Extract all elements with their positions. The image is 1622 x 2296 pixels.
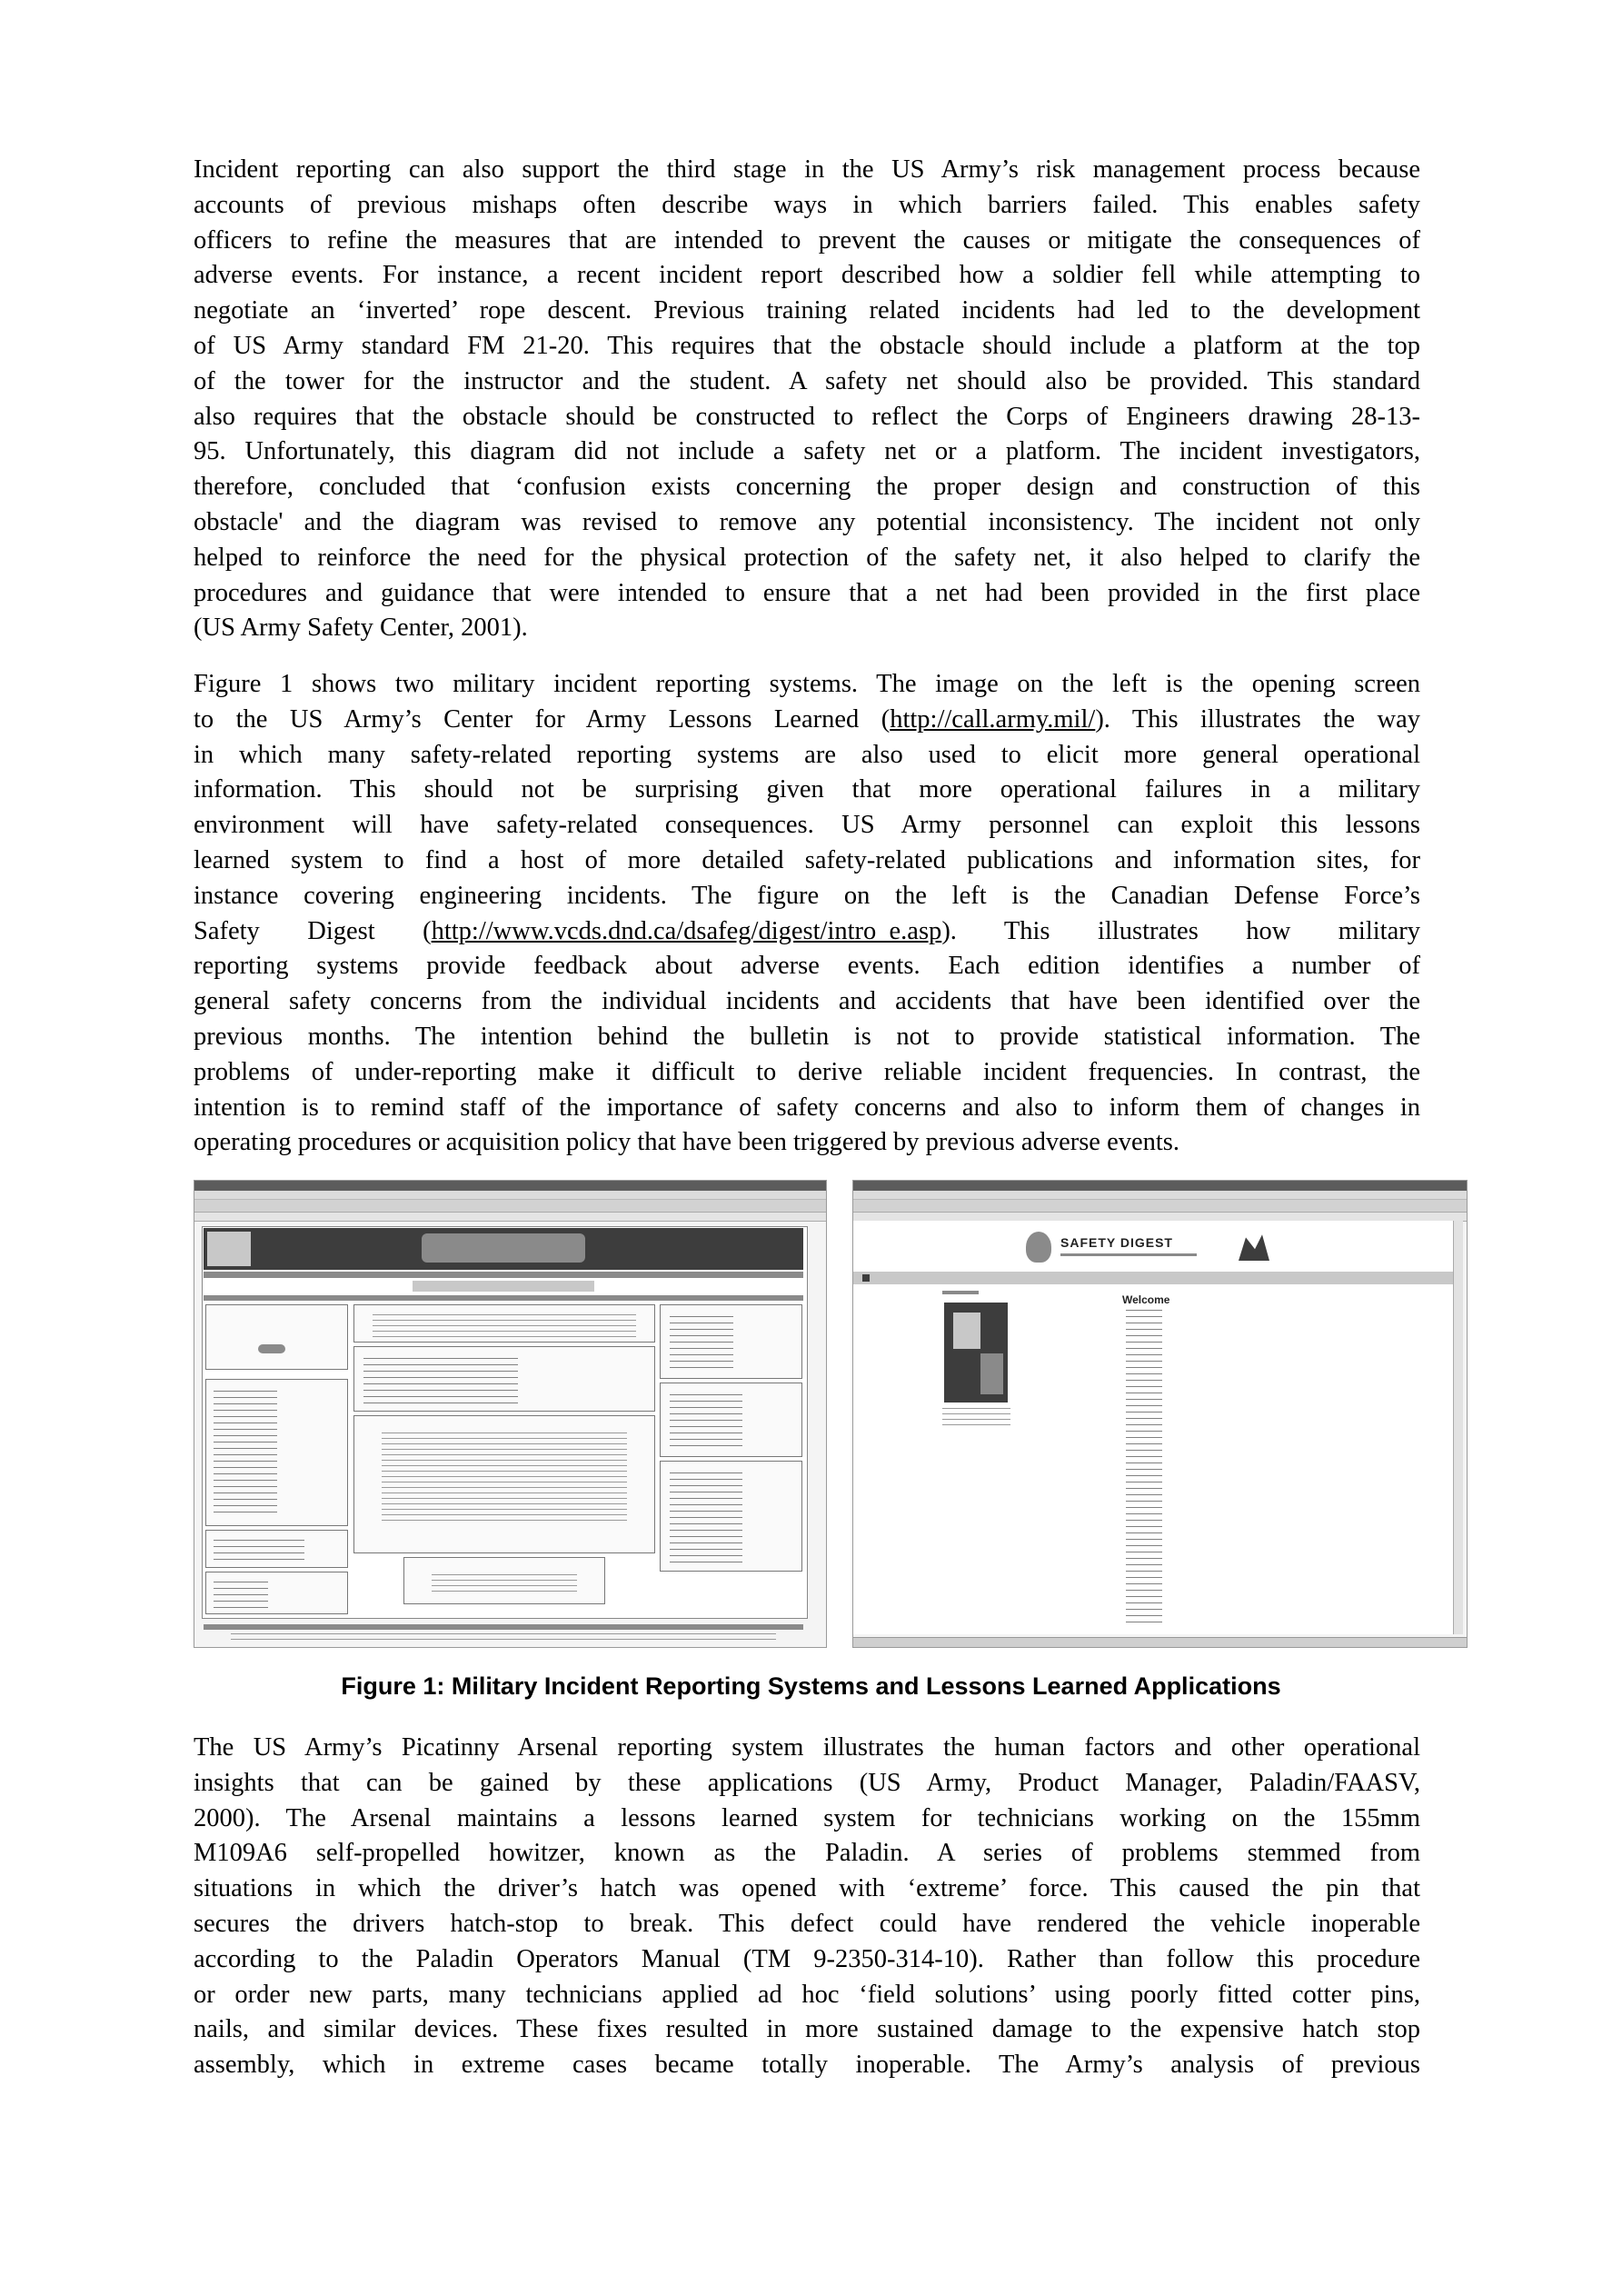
scrollbar bbox=[1453, 1221, 1463, 1634]
text-line: of US Army standard FM 21-20. This requires that the obstacle should include a platform at the top bbox=[194, 331, 1420, 360]
cover-image-detail bbox=[980, 1353, 1003, 1394]
text-line: M109A6 self-propelled howitzer, known as the Paladin. A series of problems stemmed from bbox=[194, 1839, 1420, 1868]
center-news-box bbox=[353, 1346, 655, 1412]
welcome-heading: Welcome bbox=[1122, 1293, 1170, 1306]
text-line bbox=[194, 703, 1420, 738]
browser-toolbar bbox=[853, 1200, 1467, 1213]
search-button bbox=[258, 1344, 285, 1353]
call-website-screenshot bbox=[194, 1180, 827, 1648]
text-line: reporting systems provide feedback about adverse events. Each edition identifies a number of bbox=[194, 952, 1420, 981]
left-panel-3 bbox=[205, 1572, 348, 1614]
text-fragment: to the US Army’s Center for Army Lessons Learned ( bbox=[194, 704, 891, 734]
text-line: environment will have safety-related consequences. US Army personnel can exploit this lessons bbox=[194, 811, 1420, 840]
text-line bbox=[194, 914, 1420, 950]
text-line: in which many safety-related reporting systems are also used to elicit more general operational bbox=[194, 740, 1420, 769]
right-panel-2 bbox=[660, 1383, 802, 1457]
text-line: helped to reinforce the need for the physical protection of the safety net, it also helped to clarify the bbox=[194, 543, 1420, 572]
text-line: according to the Paladin Operators Manual (TM 9-2350-314-10). Rather than follow this procedure bbox=[194, 1944, 1420, 1973]
text-line: officers to refine the measures that are intended to prevent the causes or mitigate the consequences of bbox=[194, 225, 1420, 255]
text-fragment: ). This illustrates the way bbox=[1095, 704, 1420, 734]
text-line: Incident reporting can also support the third stage in the US Army’s risk management process because bbox=[194, 155, 1420, 184]
text-line: obstacle' and the diagram was revised to remove any potential inconsistency. The incident not only bbox=[194, 507, 1420, 536]
text-line: therefore, concluded that ‘confusion exists concerning the proper design and construction of this bbox=[194, 473, 1420, 502]
text-line: of the tower for the instructor and the student. A safety net should also be provided. This standard bbox=[194, 366, 1420, 395]
center-bottom-box bbox=[403, 1557, 605, 1604]
cover-caption bbox=[942, 1408, 1010, 1426]
text-line: insights that can be gained by these applications (US Army, Product Manager, Paladin/FAASV, bbox=[194, 1768, 1420, 1797]
nav-strip bbox=[853, 1272, 1453, 1284]
text-line: nails, and similar devices. These fixes resulted in more sustained damage to the expensive hatch stop bbox=[194, 2015, 1420, 2044]
text-fragment: ). This illustrates how military bbox=[941, 916, 1420, 945]
call-army-link[interactable]: http://call.army.mil/ bbox=[890, 704, 1096, 734]
cover-image-inset bbox=[953, 1313, 980, 1349]
text-line: also requires that the obstacle should be constructed to reflect the Corps of Engineers drawing 28-13- bbox=[194, 402, 1420, 431]
edition-links-list bbox=[1126, 1310, 1162, 1623]
text-line: The US Army’s Picatinny Arsenal reporting system illustrates the human factors and other operational bbox=[194, 1733, 1420, 1762]
safety-digest-link[interactable]: http://www.vcds.dnd.ca/dsafeg/digest/intro_e.asp bbox=[431, 916, 942, 945]
text-line: situations in which the driver’s hatch was opened with ‘extreme’ force. This caused the pin that bbox=[194, 1874, 1420, 1903]
paragraph-risk-management bbox=[194, 153, 1420, 646]
right-panel-3 bbox=[660, 1461, 802, 1572]
footer-bar bbox=[204, 1624, 803, 1630]
nav-arrow-icon bbox=[862, 1274, 870, 1282]
text-line: negotiate an ‘inverted’ rope descent. Previous training related incidents had led to the development bbox=[194, 296, 1420, 325]
safety-digest-screenshot bbox=[852, 1180, 1468, 1648]
text-line: general safety concerns from the individual incidents and accidents that have been identified over the bbox=[194, 987, 1420, 1016]
browser-titlebar bbox=[853, 1181, 1467, 1191]
center-intro-box bbox=[353, 1304, 655, 1343]
text-line: 2000). The Arsenal maintains a lessons learned system for technicians working on the 155mm bbox=[194, 1803, 1420, 1832]
text-line: assembly, which in extreme cases became totally inoperable. The Army’s analysis of previous bbox=[194, 2051, 1420, 2080]
section-bar bbox=[204, 1295, 803, 1301]
crest-icon bbox=[1026, 1232, 1051, 1263]
text-line: operating procedures or acquisition policy that have been triggered by previous adverse events. bbox=[194, 1128, 1180, 1157]
text-line: or order new parts, many technicians applied ad hoc ‘field solutions’ using poorly fitted cotter pins, bbox=[194, 1980, 1420, 2009]
center-feature-box bbox=[353, 1415, 655, 1553]
text-line: previous months. The intention behind the bulletin is not to provide statistical information. The bbox=[194, 1022, 1420, 1051]
search-box bbox=[205, 1304, 348, 1370]
browser-statusbar bbox=[853, 1637, 1467, 1647]
text-line: adverse events. For instance, a recent incident report described how a soldier fell while attempting to bbox=[194, 261, 1420, 290]
banner-strip bbox=[204, 1272, 803, 1278]
safety-digest-heading: SAFETY DIGEST bbox=[1060, 1235, 1173, 1250]
browser-titlebar bbox=[194, 1181, 826, 1191]
text-line: Figure 1 shows two military incident reporting systems. The image on the left is the opening screen bbox=[194, 670, 1420, 698]
browser-menubar bbox=[194, 1191, 826, 1200]
browser-toolbar bbox=[194, 1200, 826, 1213]
text-line: information. This should not be surprising given that more operational failures in a military bbox=[194, 775, 1420, 804]
text-line: (US Army Safety Center, 2001). bbox=[194, 614, 528, 643]
call-emblem-icon bbox=[207, 1232, 251, 1266]
text-line: learned system to find a host of more detailed safety-related publications and information sites, for bbox=[194, 845, 1420, 874]
browser-menubar bbox=[853, 1191, 1467, 1200]
footer-text bbox=[231, 1633, 776, 1641]
heading-underline bbox=[1060, 1253, 1197, 1256]
paragraph-figure-description bbox=[194, 667, 1420, 1161]
right-panel-1 bbox=[660, 1304, 802, 1379]
browser-address-bar bbox=[194, 1213, 826, 1222]
text-fragment: Safety Digest ( bbox=[194, 916, 432, 945]
text-line: secures the drivers hatch-stop to break. This defect could have rendered the vehicle inoperable bbox=[194, 1909, 1420, 1938]
call-logo bbox=[422, 1233, 585, 1263]
nav-buttons bbox=[413, 1281, 594, 1292]
text-line: problems of under-reporting make it difficult to derive reliable incident frequencies. In contrast, the bbox=[194, 1057, 1420, 1086]
text-line: procedures and guidance that were intended to ensure that a net had been provided in the first place bbox=[194, 578, 1420, 607]
left-links-panel bbox=[205, 1379, 348, 1526]
figure-caption: Figure 1: Military Incident Reporting Systems and Lessons Learned Applications bbox=[341, 1672, 1281, 1700]
sidebar-title bbox=[942, 1291, 979, 1294]
text-line: instance covering engineering incidents. The figure on the left is the Canadian Defense Force’s bbox=[194, 881, 1420, 910]
text-line: intention is to remind staff of the importance of safety concerns and also to inform them of changes in bbox=[194, 1093, 1420, 1122]
left-panel-2 bbox=[205, 1530, 348, 1568]
text-line: 95. Unfortunately, this diagram did not include a safety net or a platform. The incident investigators, bbox=[194, 437, 1420, 466]
text-line: accounts of previous mishaps often describe ways in which barriers failed. This enables safety bbox=[194, 190, 1420, 219]
paragraph-picatinny bbox=[194, 1731, 1420, 2083]
